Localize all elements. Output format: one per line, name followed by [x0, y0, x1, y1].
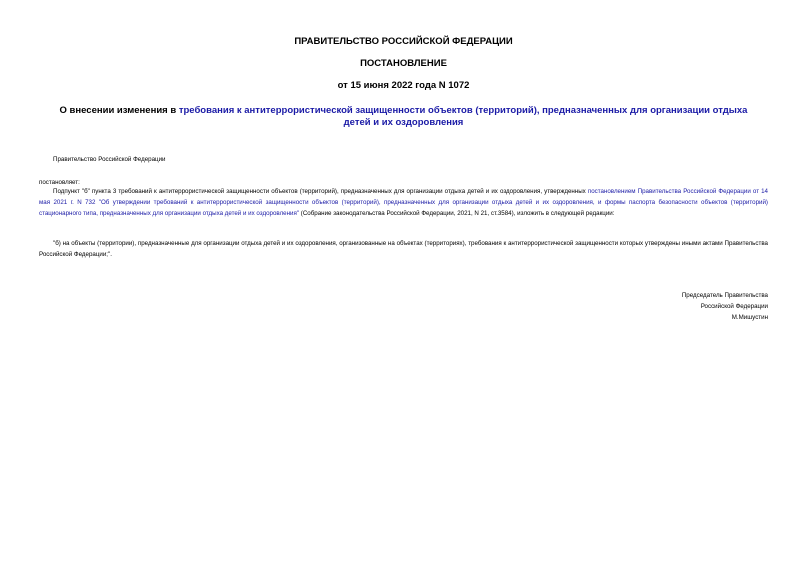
signature-organization: Российской Федерации — [700, 303, 768, 311]
document-type-heading: ПОСТАНОВЛЕНИЕ — [360, 58, 447, 69]
document-title — [50, 105, 757, 129]
paragraph-amendment — [39, 186, 768, 220]
signature-name: М.Мишустин — [731, 314, 768, 322]
issuer-text: Правительство Российской Федерации — [53, 156, 166, 163]
title-prefix: О внесении изменения в — [59, 105, 179, 116]
decides-text: постановляет: — [39, 179, 80, 186]
paragraph-amendment-part2: (Собрание законодательства Российской Федерации, 2021, N 21, ст.3584), изложить в следующей редакции: — [299, 210, 615, 218]
title-requirements-link[interactable]: требования к антитеррористической защищенности объектов (территорий), предназначенных для организации отдыха детей и их оздоровления — [178, 105, 748, 128]
paragraph-amendment-part1: Подпункт "б" пункта 3 требований к антитеррористической защищенности объектов (территорий), предназначенных для организации отдыха детей и их оздоровления, утвержденных — [53, 188, 588, 195]
decree-732-link[interactable]: постановлением Правительства Российской Федерации от 14 мая 2021 г. N 732 "Об утверждении требований к антитеррористической защищенности объектов (территорий), предназначенных для организации отдыха детей и их оздоровления, и формы паспорта безопасности объектов (территорий) стационарного типа, предназначенных для организации отдыха детей и их оздоровления" — [39, 188, 768, 218]
paragraph-new-wording: "б) на объекты (территории), предназначенные для организации отдыха детей и их оздоровления, организованные на объектах (территориях), требования к антитеррористической защищенности которых утверждены иными актами Правительства Российской Федерации;". — [39, 240, 768, 259]
date-number-heading: от 15 июня 2022 года N 1072 — [337, 80, 470, 91]
government-heading: ПРАВИТЕЛЬСТВО РОССИЙСКОЙ ФЕДЕРАЦИИ — [294, 36, 513, 47]
signature-block — [568, 290, 768, 324]
signature-position: Председатель Правительства — [681, 292, 768, 299]
